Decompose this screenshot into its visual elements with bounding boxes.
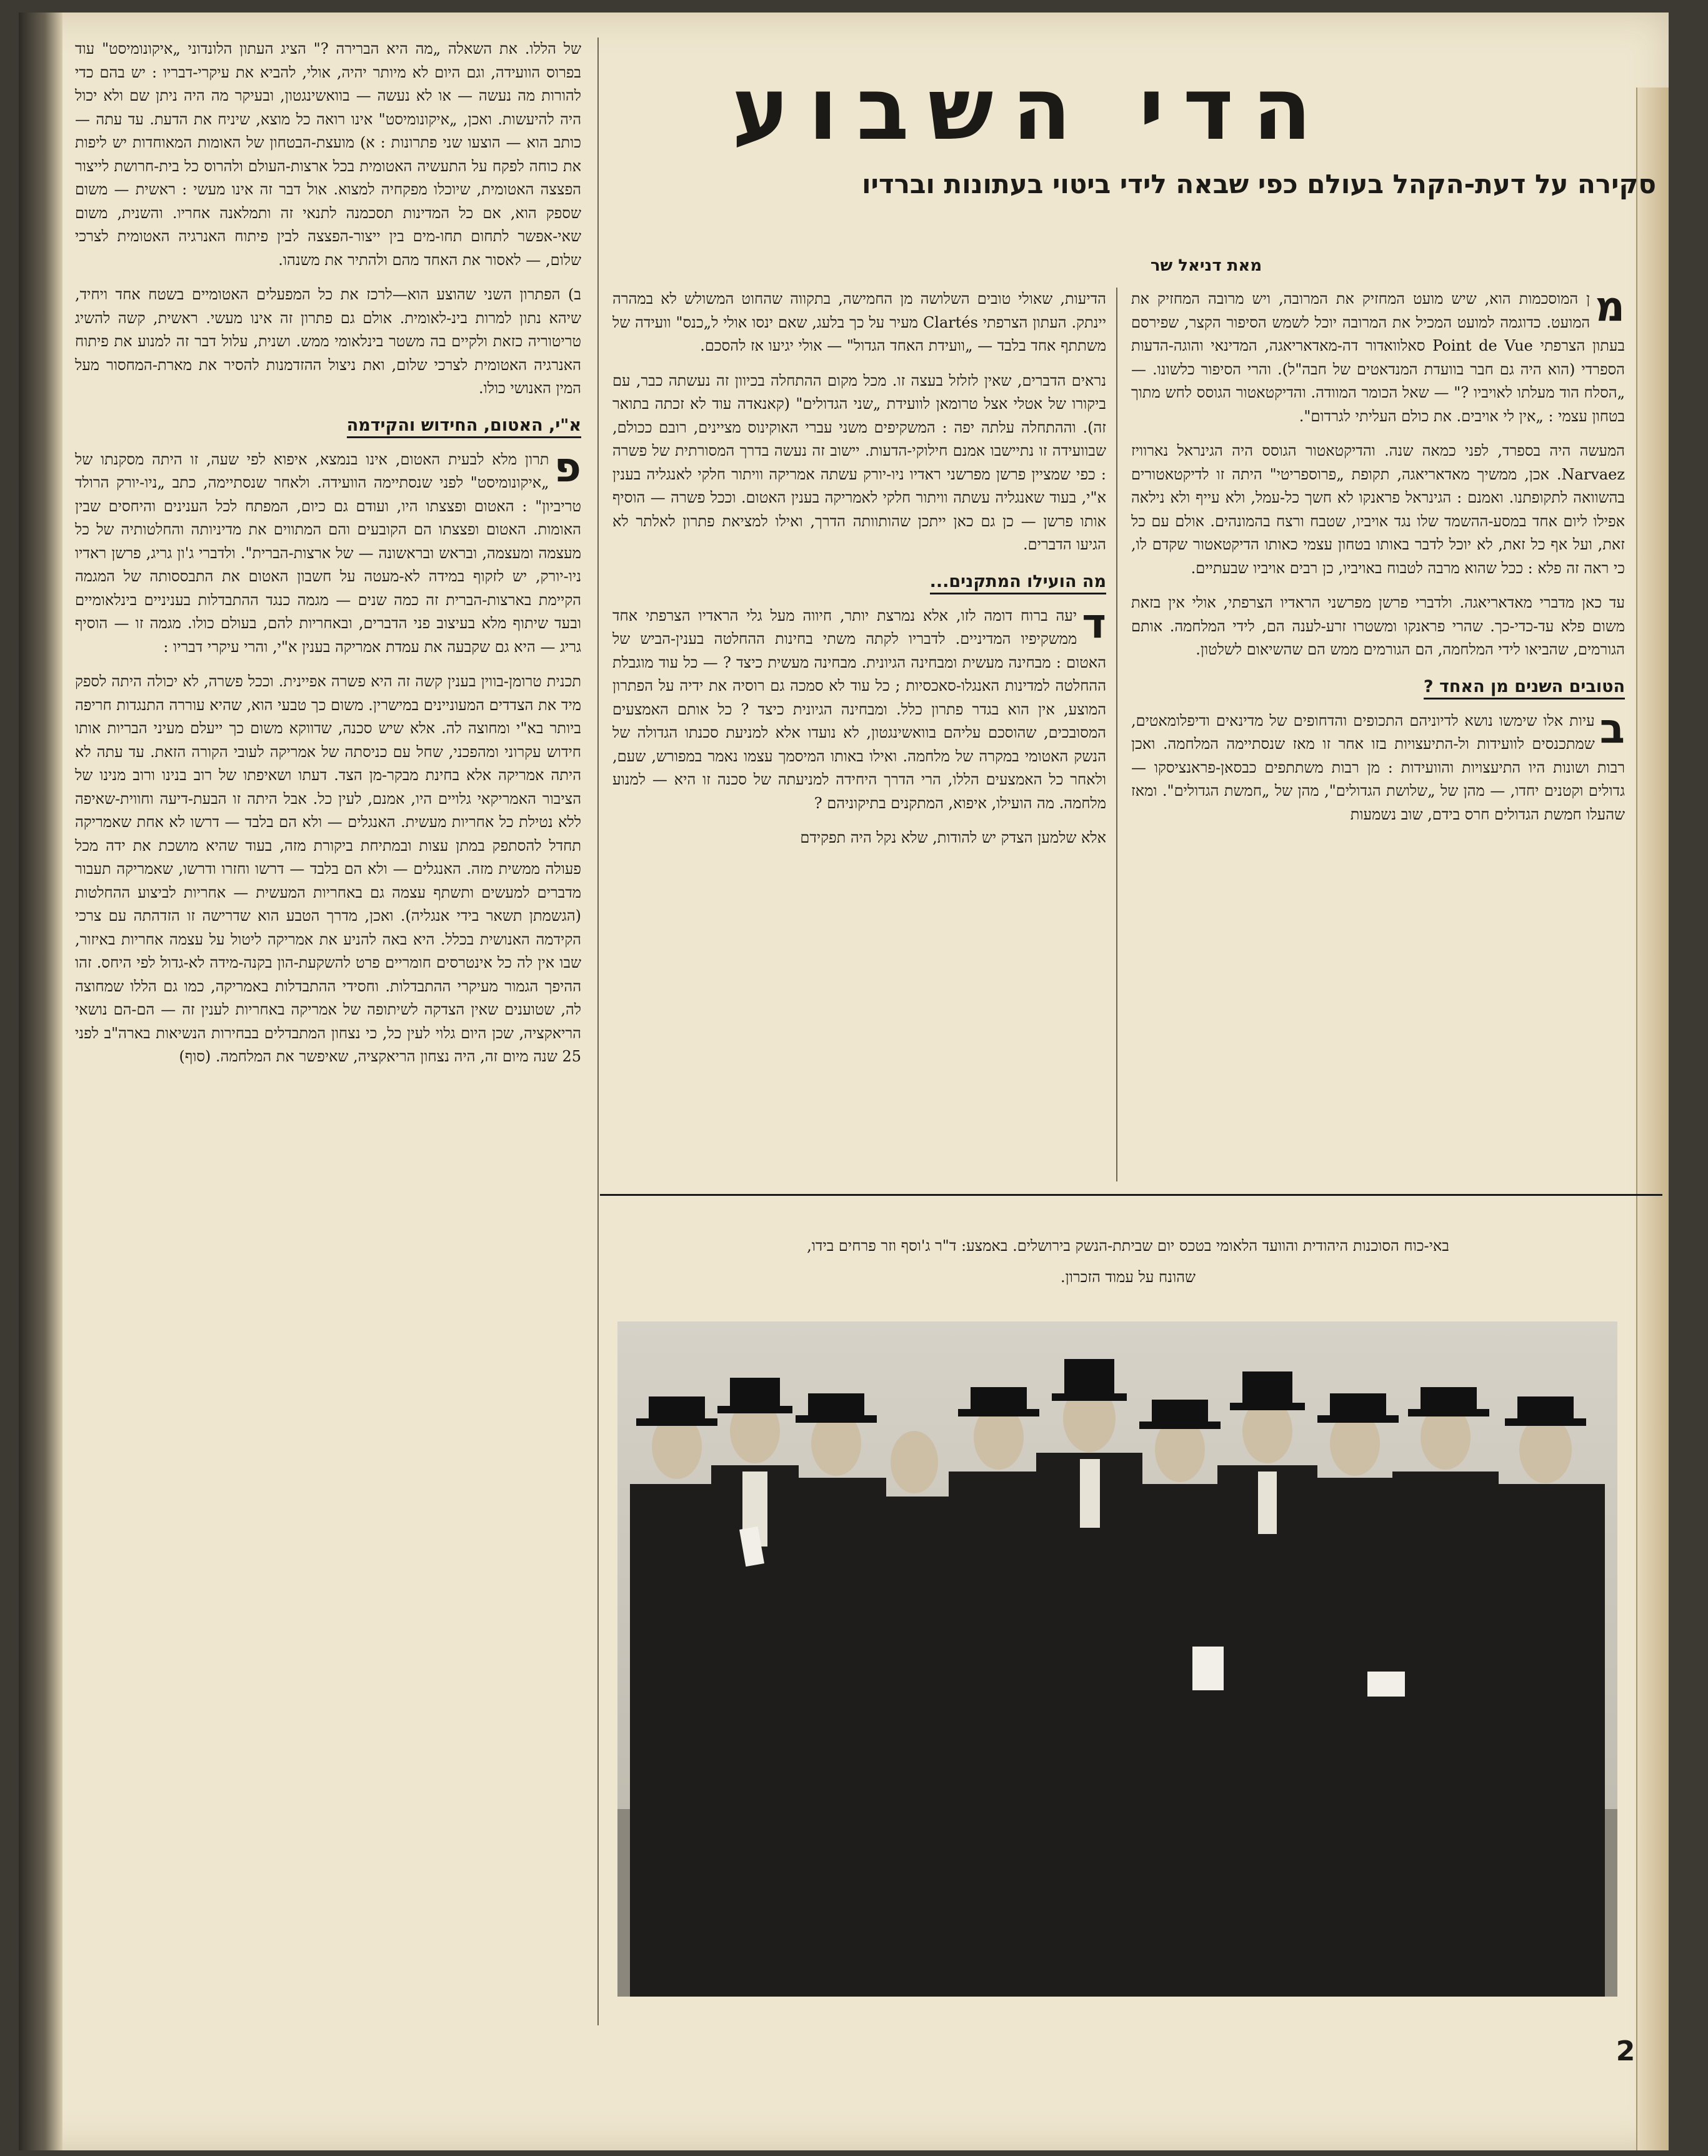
photo-caption <box>619 1230 1637 1305</box>
paragraph <box>75 670 581 1069</box>
dropcap: פ <box>554 443 581 491</box>
book-spine <box>19 13 62 2150</box>
paragraph-text: יעה ברוח דומה לזו, אלא נמרצת יותר, חיווה מעל גלי הראדיו הצרפתי אחד ממשקיפיו המדיניים. לדבריו לקתה משתי בחינות ההחלטה בענין-הביש של האטום : מבחינה מעשית ומבחינה הגיונית. מבחינה מעשית כיצד ? — כל עוד מוגבלת ההחלטה למדינות האנגלו-סאכסיות ; כל עוד לא סמכה גם רוסיה את ידיה על הפתרון המוצע, אין הוא בגדר פתרון כלל. ומבחינה הגיונית כיצד ? כל אותם האמצעים המסובכים, שהוסכם עליהם בוואשינגטון, לא נועדו אלא למניעת סכנתו הגדולה של הנשק האטומי במקרה של מלחמה. ואילו באותו המיסמך עצמו נאמר במפורש, שעם, ולאחר כל האמצעים הללו, הרי הדרך היחידה למניעתה של סכנה זו היא — למנוע מלחמה. מה הועילו, איפוא, המתקנים בתיקוניהם ? <box>612 606 1106 812</box>
caption-line: באי-כוח הסוכנות היהודית והוועד הלאומי בטכס יום שביתת-הנשק בירושלים. באמצע: ד"ר ג'וסף וזר פרחים בידו, <box>807 1237 1449 1255</box>
dropcap: מ <box>1595 288 1625 331</box>
paragraph <box>1131 704 1625 827</box>
paragraph-text: ן המוסכמות הוא, שיש מועט המחזיק את המרובה, ויש מרובה המחזיק את המועט. כדוגמה למועט המכיל את המרובה יוכל לשמש הסיפור הקצר, שפירסם בעתון הצרפתי Point de Vue סאלוואדור דה-מאדאריאגה, המדינאי והוגה-הדעות הספרדי (הוא היה גם חבר בוועדת המנדאטים של חבה"ל). והרי הסיפור כלשונו. — „הסלח הוד מעלתו לאויביו ?" — שאל הכומר המוודה. והדיקטאטור הגוסס לחש מתוך בטחון עצמי : „אין לי אויבים. את כולם העליתי לגרדום". <box>1131 290 1625 425</box>
page-number: 2 <box>1616 2035 1636 2067</box>
end-mark: (סוף) <box>179 1048 211 1065</box>
paragraph: נראים הדברים, שאין לזלזל בעצה זו. מכל מקום ההתחלה בכיוון זה נעשתה כבר, עם ביקורו של אטלי אצל טרומאן לוועידת „שני הגדולים" (קאנאדה עוד לא זכתה בתואר זה). וההתחלה עלתה יפה : המשקיפים משני עברי האוקינוס מציינים, רובם ככולם, שבוועידה זו נתיישבו אמנם חילוקי-הדעות. יישוב זה נעשה בדרך המסורתית של פשרה : כפי שמציין פרשן מפרשני ראדיו ניו-יורק עשתה אמריקה וויתור חלקי לאנגליה בענין א"י, בעוד שאנגליה עשתה וויתור חלקי לאמריקה בענין האטום. וככל פשרה — הוסיף אותו פרשן — כן גם כאן ייתכן שהותוותה הדרך, ואילו למציאת פתרון לאלתר לא הגיעו הדברים. <box>612 371 1106 553</box>
subtitle-text: סקירה על דעת-הקהל בעולם כפי שבאה לידי ביטוי בעתונות וברדיו <box>862 169 1656 199</box>
dropcap: ב <box>1599 704 1625 753</box>
section-heading-text: מה הועילו המתקנים... <box>930 572 1106 594</box>
paragraph: של הללו. את השאלה „מה היא הברירה ?" הציג העתון הלונדוני „איקונומיסט" עוד בפרוס הוועידה, וגם היום לא מיותר יהיה, אולי, להביא את עיקרי-דבריו : יש בהם כדי להורות מה נעשה — או לא נעשה — בוואשינגטון, ובעיקר מה היה ניתן שם ולא יכול היה להיעשות. ואכן, „איקונומיסט" אינו רואה כל מוצא, שיניח את הדעת. עד עתה — כותב הוא — הוצעו שני פתרונות : א) מועצת-הבטחון של האומות המאוחדות יש ליפות את כוחה לפקח על התעשיה האטומית בכל ארצות-העולם ולהרוס כל בית-חרושת לייצור הפצצה האטומית, שיוכלו מפקחיה למצוא. אול דבר זה אינו מעשי : ראשית — משום שספק הוא, אם כל המדינות תסכמנה לתנאי זה ותמלאנה אחריו. והשנית, משום שאי-אפשר לתחום תחו-מים בין ייצור-הפצצה לבין פיתוח האנרגיה האטומית לצרכי שלום, — לאסור את האחד מהם ולהתיר את משנהו. <box>75 40 581 269</box>
group-photo-image <box>617 1321 1617 1997</box>
group-photo <box>617 1321 1617 1997</box>
paragraph-text: תכנית טרומן-בווין בענין קשה זה היא פשרה אפיינית. וככל פשרה, לא יכולה היתה לספק מיד את הצדדים המעוניינים במישרין. משום כך טבעי הוא, שהיא עוררה התנגדות חריפה ביותר בא"י ומחוצה לה. אלא שיש סכנה, שדווקא משום כך ייעלם מעיני הבריות אותו חידוש עקרוני ומהפכני, שחל עם כניסתה של אמריקה לעובי הקורה הזאת. עד עתה לא היתה אמריקה אלא בחינת מבקר-מן הצד. דעתו ושאיפתו של רוב בנינו ורוב מנינו של הציבור האמריקאי גלויים היו, אמנם, לעין כל. אבל היתה זו הבעת-דיעה וחווית-שאיפה ללא נטילת כל אחריות מעשית. האנגלים — ולא הם בלבד — דרשו לא אחת שאמריקה תחדל להסתפק במתן עצות ובמתיחת ביקורת מזה, בעוד שהיא מושכת את ידה מכל פעולה ממשית מזה. האנגלים — ולא הם בלבד — דרשו וחזרו ודרשו, שאמריקה תעבור מדברים למעשים ותשתף עצמה גם באחריות המעשית — אחריות לביצוע ההחלטות (הגשמתן תשאר בידי אנגליה). ואכן, מדרך הטבע הוא שדרישה זו הזדהתה עם צרכי הקידמה האנושית בכלל. היא באה להניע את אמריקה ליטול על עצמה אחריות באיזור, שבו אין לה כל אינטרסים חומריים פרט להשקעת-הון בקנה-מידה לא-גדול לפי היחס. זהו ההיפך הגמור מעיקרי ההתבדלות. וחסידי ההתבדלות באמריקה, כמו גם הללו שמחוצה לה, שטוענים שאין הצדקה לשיתופה של אמריקה באחריות לענין זה — הם-הם נושאי הריאקציה, שכן היום גלוי לעין כל, כי נצחון המתבדלים בבחירות הנשיאות בארה"ב לפני 25 שנה מיום זה, היה נצחון הריאקציה, שאיפשר את המלחמה. <box>75 673 581 1065</box>
section-heading-text: הטובים השנים מן האחד ? <box>1424 677 1625 699</box>
section-heading <box>1131 673 1625 701</box>
paragraph <box>612 599 1106 816</box>
page-title: הדי השבוע <box>732 59 1331 159</box>
paragraph: אלא שלמען הצדק יש להודות, שלא נקל היה תפקידם <box>800 829 1106 846</box>
dropcap: ד <box>1082 599 1106 648</box>
magazine-page <box>19 13 1669 2150</box>
column-right <box>1131 288 1625 1188</box>
page-subtitle <box>669 163 1656 206</box>
paragraph: ב) הפתרון השני שהוצע הוא—לרכז את כל המפעלים האטומיים בשטח אחד ויחיד, שיהא נתון למרות בינ-לאומית. אולם גם פתרון זה אינו מעשי. ראשית, קשה להשיג טריטוריה כזאת ולקיים בה משטר בינלאומי ממש. ושנית, עלול דבר זה למנוע את פיתוח האנרגיה האטומית לצרכי שלום, ואת ניצול ההזדמנות להסיר את מארת-המחסור מעל המין האנושי כולו. <box>75 286 581 397</box>
column-divider <box>597 38 599 2025</box>
paragraph: עד כאן מדברי מאדאריאגה. ולדברי פרשן מפרשני הראדיו הצרפתי, אולי אין בזאת משום פלא עד-כדי-כך. שהרי פראנקו ומשטרו זרע-לענה הם, לידי המלחמה. אותם הגורמים, שהביאו לידי המלחמה, הם הגורמים ממש הם שהשיאום לשלטון. <box>1131 594 1625 658</box>
section-heading <box>612 568 1106 596</box>
caption-line: שהונח על עמוד הזכרון. <box>1060 1268 1196 1286</box>
paragraph <box>75 443 581 659</box>
section-heading-text: א"י, האטום, החידוש והקידמה <box>347 416 581 438</box>
photo-separator-rule <box>600 1194 1662 1196</box>
paragraph <box>1131 288 1625 428</box>
paragraph-text: תרון מלא לבעית האטום, אינו בנמצא, איפוא לפי שעה, זו היתה מסקנתו של „איקונומיסט" לפני שנסתיימה הוועידה. ולאחר שנסתיימה, כתב „ניו-יורק הרולד טריביון" : האטום ופצצתו היו, ועודם גם כיום, המפתח לכל הענינים והיחסים שבין האומות. האטום ופצצתו הם הקובעים והם המתווים את מדיניותה והחלטותיה של כל מעצמה ומעצמה, ובראש ובראשונה — של ארצות-הברית". ולדברי ג'ון גריג, פרשן ראדיו ניו-יורק, יש לזקוף במידה לא-מעטה על חשבון האטום את התבססותה של המגמה הקיימת בארצות-הברית זה כמה שנים — מגמה כנגד ההתבדלות בעניניים בינלאומיים ובעד שיתוף מלא בעיצוב פני הדברים, ובאחריות להם, בעולם כולו. מגמה זו — הוסיף גריג — היא גם שקבעה את עמדת אמריקה בענין א"י, והרי עיקרי דבריו : <box>75 450 581 656</box>
column-middle <box>612 288 1106 1188</box>
paragraph: המעשה היה בספרד, לפני כמאה שנה. והדיקטאטור הגוסס היה הגינראל נארוויז Narvaez. אכן, ממשיך מאדאריאגה, תקופת „פרוספריטי" היתה זו לדיקטאטורים בהשוואה לתקופתנו. ואמנם : הגינראל פראנקו לא חשך כל-עמל, ולא עייף ולא נילאה אפילו ליום אחד במסע-ההשמד שלו נגד אויביו, שטבח ורצח בהמונהים. אולם עם כל זאת, ועל אף כל זאת, לא יוכל לדבר באותו בטחון עצמי כאותו הדיקטאטור שקדם לו, כי ראה זה פלא : ככל שהוא מרבה לטבוח באויביו, כן רבים אויביו שבעתיים. <box>1131 442 1625 577</box>
column-divider <box>1116 288 1117 1181</box>
column-left <box>75 38 581 2063</box>
section-heading <box>75 412 581 439</box>
byline: מאת דניאל שר <box>1150 256 1262 275</box>
paragraph-text: עיות אלו שימשו נושא לדיוניהם התכופים והדחופים של מדינאים ודיפלומאטים, שמתכנסים לוועידות ול-התיעצויות בזו אחר זו מאז שנסתיימה המלחמה. ואכן רבות ושונות היו התיעצויות והוועידות : מן רבות משתתפים כבסאן-פראנציסקו — גדולים וקטנים יחדו, — מהן של „שלושת הגדולים", מהן של „חמשת הגדולים". ומאז שהעלו חמשת הגדולים חרס בידם, שוב נשמעות <box>1131 711 1625 823</box>
page-edge <box>1636 88 1669 2150</box>
paragraph: הדיעות, שאולי טובים השלושה מן החמישה, בתקווה שהחוט המשולש לא במהרה יינתק. העתון הצרפתי Clartés מעיר על כך בלעג, שאם ינסו אולי ל„כנס" וועידה של משתתף אחד בלבד — „וועידת האחד הגדול" — אולי יגיעו אז להסכם. <box>612 290 1106 354</box>
